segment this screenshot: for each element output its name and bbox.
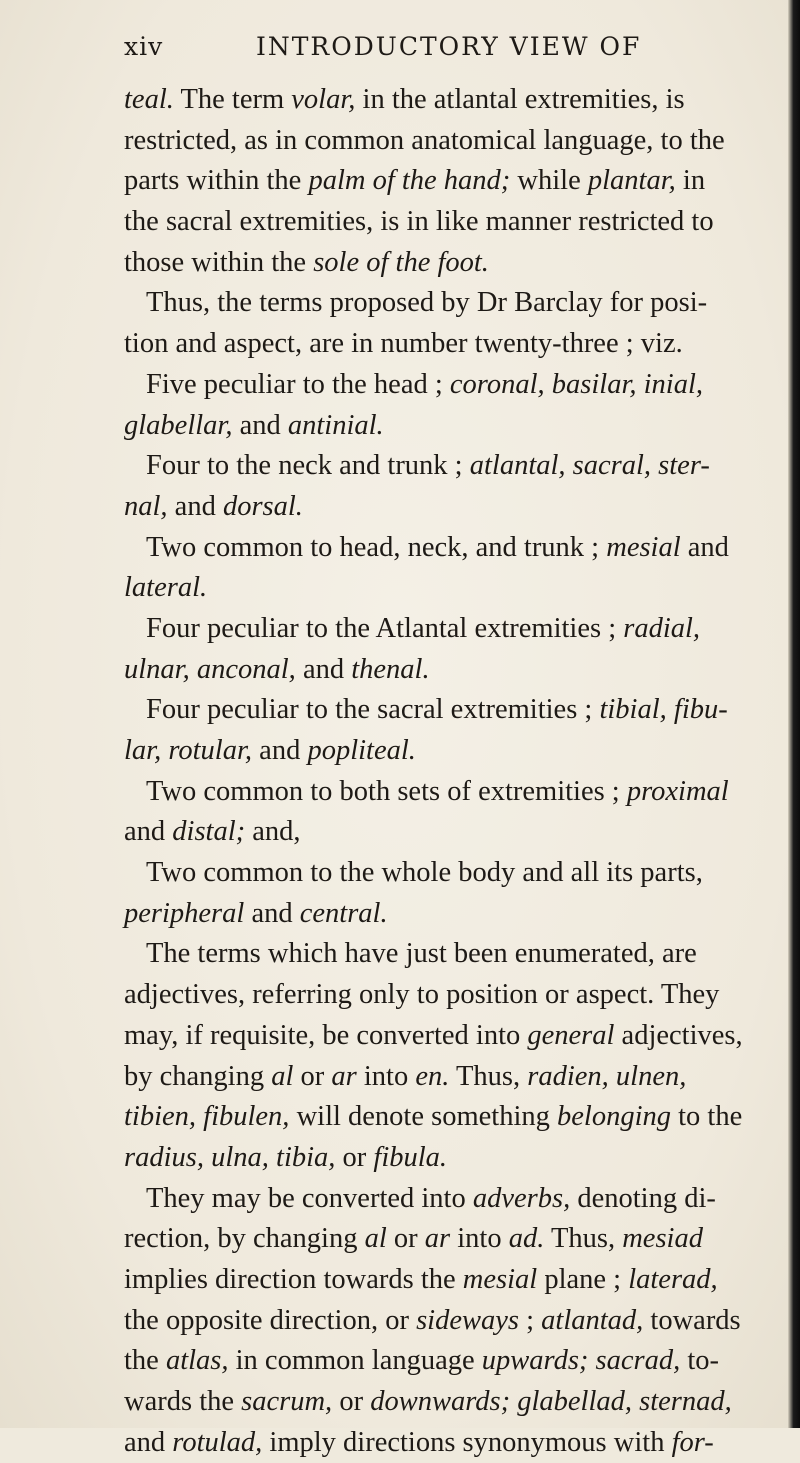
text-segment: the opposite direction, or: [124, 1304, 417, 1336]
text-segment: [637, 369, 644, 400]
italic-term: teal.: [124, 84, 174, 115]
text-line: [124, 406, 764, 447]
italic-term: nal,: [124, 490, 168, 522]
italic-term: popliteal.: [307, 735, 416, 766]
italic-term: glabellar,: [124, 409, 233, 441]
italic-term: volar,: [291, 84, 356, 115]
italic-term: al: [271, 1060, 294, 1092]
italic-term: dorsal.: [222, 490, 303, 522]
italic-term: mesial: [462, 1263, 538, 1295]
text-line: [124, 243, 764, 284]
text-line: [124, 894, 764, 935]
text-segment: [588, 1345, 595, 1376]
text-segment: may, if requisite, be converted into: [124, 1019, 528, 1051]
paragraph-start: [124, 609, 764, 650]
text-segment: into: [450, 1223, 509, 1255]
text-segment: in common language: [228, 1345, 482, 1377]
italic-term: adverbs,: [472, 1182, 571, 1214]
text-segment: wards the: [124, 1386, 242, 1417]
text-segment: in: [675, 165, 706, 197]
text-segment: to-: [680, 1345, 720, 1377]
text-segment: [609, 1061, 616, 1092]
body-text: [124, 80, 764, 1463]
text-segment: and: [124, 816, 173, 848]
text-line: [124, 80, 764, 121]
italic-term: ster-: [658, 450, 710, 482]
paragraph-start: [124, 934, 764, 975]
text-segment: Two common to the whole body and all its parts,: [146, 857, 703, 889]
text-segment: and,: [245, 816, 301, 848]
italic-term: fibula.: [373, 1141, 448, 1173]
italic-term: palm of the hand;: [308, 165, 511, 197]
text-segment: Four peculiar to the sacral extremities ;: [146, 694, 600, 726]
text-line: [124, 568, 764, 609]
text-segment: by changing: [124, 1060, 272, 1092]
text-segment: and: [167, 490, 223, 522]
text-segment: Five peculiar to the head ;: [146, 368, 450, 400]
italic-term: downwards;: [370, 1386, 511, 1417]
text-segment: [190, 654, 197, 685]
text-line: [124, 487, 764, 528]
italic-term: ulnen,: [615, 1060, 687, 1092]
text-segment: ;: [518, 1304, 542, 1336]
italic-term: tibia,: [276, 1141, 336, 1173]
running-head: INTRODUCTORY VIEW OF: [256, 32, 642, 61]
italic-term: mesiad: [622, 1223, 703, 1255]
text-segment: restricted, as in common anatomical language, to the: [124, 124, 725, 156]
italic-term: radien,: [527, 1060, 609, 1092]
italic-term: rotulad,: [172, 1426, 263, 1458]
text-line: [124, 650, 764, 691]
paragraph-start: [124, 1179, 764, 1220]
italic-term: radial,: [623, 612, 701, 644]
paragraph-start: [124, 853, 764, 894]
paragraph-start: [124, 528, 764, 569]
text-line: [124, 1057, 764, 1098]
text-segment: towards: [643, 1304, 741, 1336]
text-segment: or: [332, 1386, 371, 1417]
text-segment: The term: [173, 84, 292, 115]
italic-term: mesial: [606, 531, 681, 563]
text-segment: Thus,: [544, 1223, 623, 1255]
italic-term: atlantal,: [469, 450, 566, 482]
italic-term: belonging: [557, 1101, 671, 1133]
italic-term: anconal,: [196, 653, 296, 685]
text-segment: [269, 1142, 276, 1173]
text-segment: and: [295, 653, 352, 685]
text-line: [124, 812, 764, 853]
text-segment: or: [386, 1223, 425, 1255]
italic-term: for-: [671, 1426, 714, 1458]
text-segment: adjectives, referring only to position or aspect. They: [124, 979, 720, 1011]
text-segment: rection, by changing: [124, 1223, 365, 1255]
italic-term: atlantad,: [541, 1304, 644, 1336]
text-segment: or: [293, 1060, 332, 1092]
italic-term: thenal.: [351, 653, 430, 685]
text-line: [124, 161, 764, 202]
text-segment: while: [510, 165, 588, 197]
text-line: [124, 1219, 764, 1260]
italic-term: distal;: [172, 816, 246, 848]
italic-term: glabellad,: [517, 1386, 632, 1417]
text-line: [124, 1341, 764, 1382]
text-segment: Four peculiar to the Atlantal extremities ;: [146, 612, 624, 644]
italic-term: sole of the foot.: [313, 246, 489, 278]
italic-term: ar: [424, 1223, 451, 1255]
paragraph-start: [124, 365, 764, 406]
text-segment: Thus, the terms proposed by Dr Barclay for posi-: [146, 287, 708, 319]
text-line: [124, 1097, 764, 1138]
text-segment: implies direction towards the: [124, 1263, 463, 1295]
italic-term: ulnar,: [124, 653, 190, 685]
text-segment: imply directions synonymous with: [262, 1426, 672, 1458]
italic-term: antinial.: [287, 409, 384, 441]
italic-term: general: [527, 1019, 615, 1051]
text-segment: [545, 369, 552, 400]
italic-term: fibu-: [673, 694, 728, 726]
italic-term: rotular,: [168, 735, 253, 766]
text-segment: in the atlantal extremities, is: [355, 84, 685, 115]
text-segment: into: [356, 1060, 416, 1092]
text-line: [124, 202, 764, 243]
italic-term: sacrad,: [595, 1345, 681, 1377]
text-segment: tion and aspect, are in number twenty-three ; viz.: [124, 328, 683, 360]
text-segment: plane ;: [537, 1263, 629, 1295]
italic-term: ad.: [508, 1223, 545, 1255]
italic-term: al: [364, 1223, 387, 1255]
italic-term: upwards;: [481, 1345, 589, 1377]
text-line: [124, 1382, 764, 1423]
text-line: [124, 731, 764, 772]
italic-term: sternad,: [639, 1386, 732, 1417]
italic-term: central.: [299, 897, 388, 929]
text-segment: [566, 450, 573, 481]
italic-term: fibulen,: [203, 1101, 290, 1133]
text-line: [124, 121, 764, 162]
text-segment: or: [335, 1141, 374, 1173]
italic-term: basilar,: [551, 368, 637, 400]
italic-term: atlas,: [165, 1345, 229, 1377]
text-segment: They may be converted into: [146, 1182, 473, 1214]
text-line: [124, 324, 764, 365]
italic-term: ar: [331, 1060, 357, 1092]
italic-term: sideways: [416, 1304, 519, 1336]
paragraph-start: [124, 446, 764, 487]
italic-term: ulna,: [211, 1141, 269, 1173]
italic-term: lateral.: [124, 572, 208, 604]
text-segment: those within the: [124, 246, 314, 278]
text-segment: denoting di-: [570, 1182, 716, 1214]
paragraph-start: [124, 772, 764, 813]
text-segment: and: [252, 735, 308, 766]
italic-term: tibial,: [599, 694, 667, 726]
text-segment: adjectives,: [614, 1019, 743, 1051]
text-segment: and: [232, 409, 288, 441]
italic-term: proximal: [626, 775, 729, 807]
text-segment: Two common to both sets of extremities ;: [146, 775, 627, 807]
italic-term: sacral,: [572, 450, 652, 482]
text-line: [124, 1138, 764, 1179]
italic-term: radius,: [124, 1141, 204, 1173]
italic-term: plantar,: [587, 165, 676, 197]
text-line: [124, 975, 764, 1016]
italic-term: sacrum,: [241, 1386, 333, 1417]
italic-term: laterad,: [628, 1263, 718, 1295]
text-segment: to the: [671, 1101, 743, 1133]
text-segment: and: [680, 531, 729, 563]
text-segment: and: [124, 1426, 173, 1458]
text-segment: parts within the: [124, 165, 309, 197]
text-segment: Thus,: [449, 1060, 528, 1092]
text-segment: [667, 694, 674, 725]
paragraph-start: [124, 283, 764, 324]
page-edge-shadow: [788, 0, 800, 1428]
italic-term: en.: [415, 1060, 450, 1092]
text-line: [124, 1260, 764, 1301]
italic-term: tibien,: [124, 1101, 197, 1133]
text-line: [124, 1016, 764, 1057]
text-segment: will denote something: [289, 1101, 557, 1133]
text-segment: The terms which have just been enumerated, are: [146, 938, 697, 970]
page-header: [0, 26, 800, 66]
italic-term: peripheral: [124, 897, 245, 929]
paragraph-start: [124, 690, 764, 731]
text-segment: Two common to head, neck, and trunk ;: [146, 531, 607, 563]
italic-term: coronal,: [449, 368, 545, 400]
italic-term: inial,: [643, 368, 704, 400]
text-segment: Four to the neck and trunk ;: [146, 450, 470, 482]
page-number: xiv: [124, 32, 164, 61]
text-line: [124, 1423, 764, 1463]
text-line: [124, 1301, 764, 1342]
text-segment: and: [244, 897, 300, 929]
italic-term: lar,: [124, 735, 162, 766]
text-segment: the: [124, 1345, 166, 1377]
text-segment: the sacral extremities, is in like manner restricted to: [124, 206, 714, 238]
